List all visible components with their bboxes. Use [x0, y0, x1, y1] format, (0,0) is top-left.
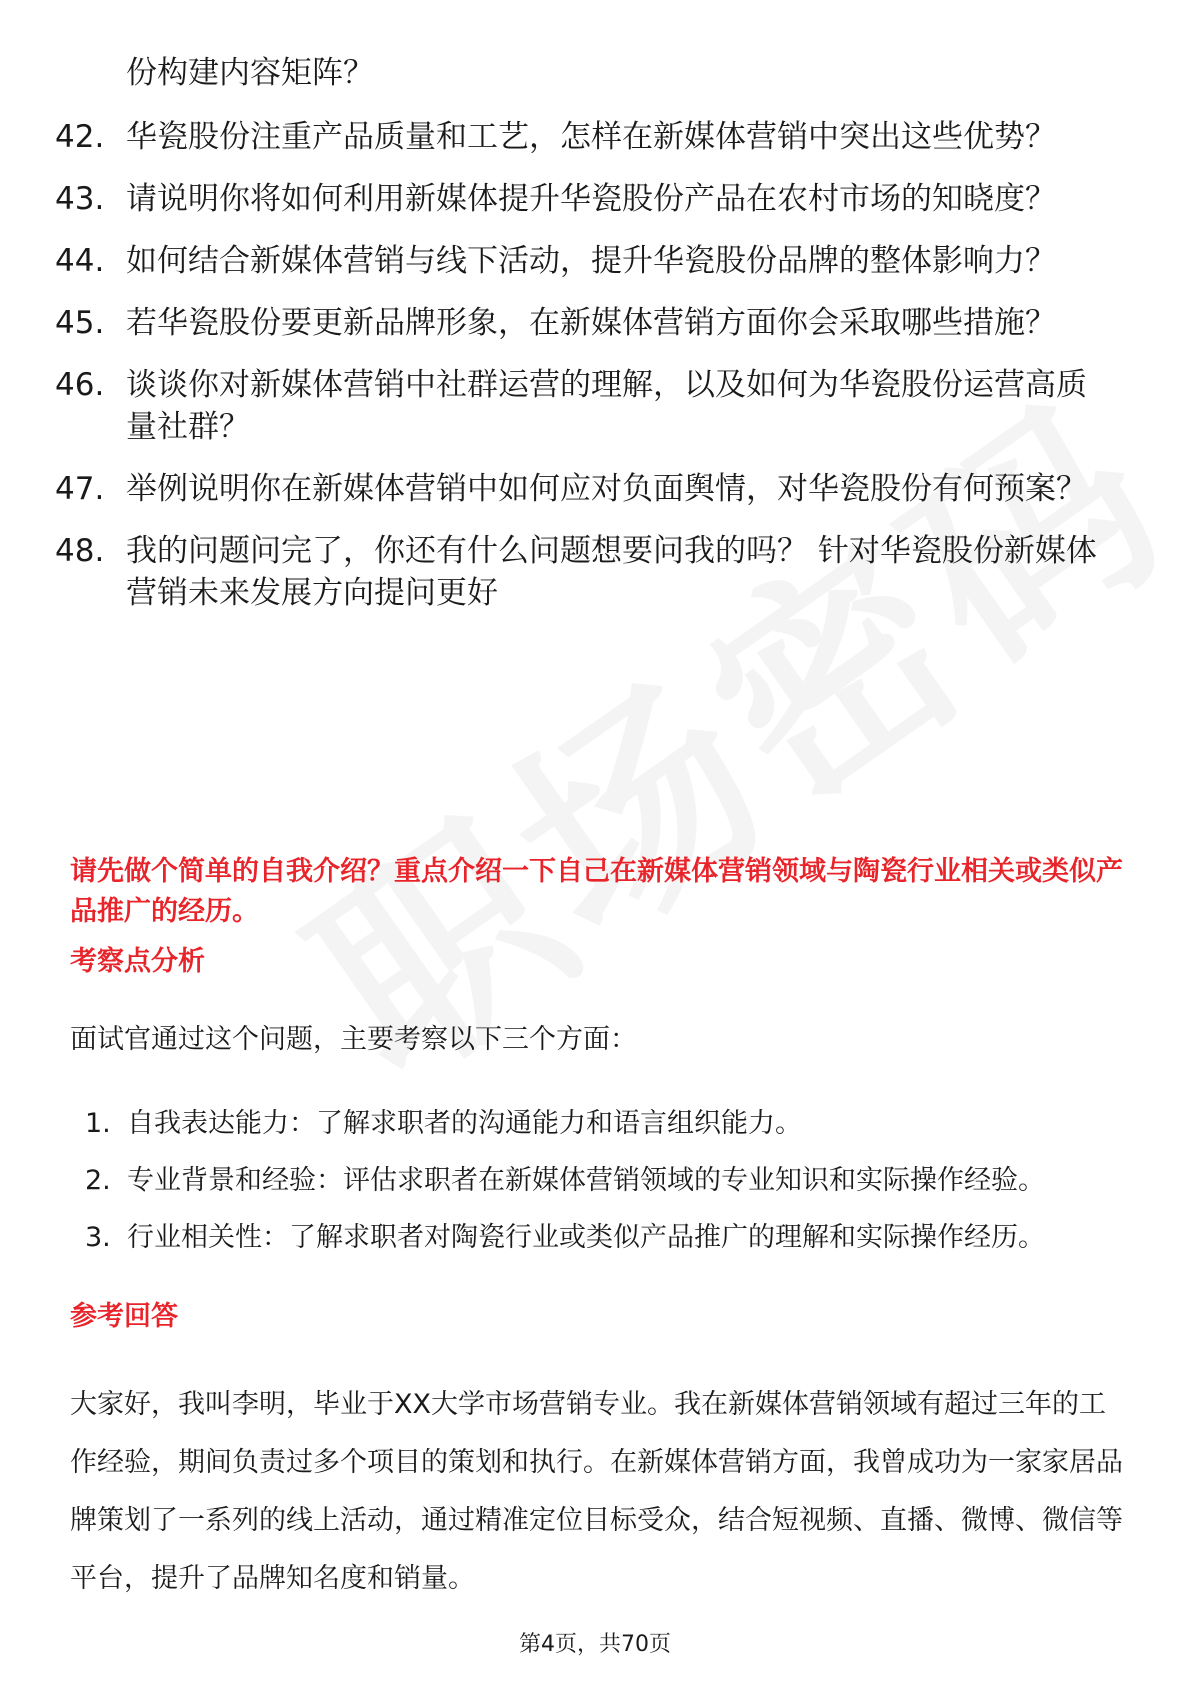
list-item: [55, 178, 1125, 220]
list-item: [55, 364, 1125, 448]
point-text: 自我表达能力：了解求职者的沟通能力和语言组织能力。: [127, 1108, 802, 1139]
point-number: 3.: [85, 1222, 111, 1253]
list-item: [85, 1106, 1145, 1142]
question-text: 我的问题问完了，你还有什么问题想要问我的吗？ 针对华瓷股份新媒体营销未来发展方向提问更好: [126, 533, 1097, 611]
question-number: 43.: [55, 181, 105, 217]
question-text: 请说明你将如何利用新媒体提升华瓷股份产品在农村市场的知晓度？: [126, 181, 1056, 217]
analysis-points: [85, 1106, 1145, 1277]
answer-text: 大家好，我叫李明，毕业于XX大学市场营销专业。我在新媒体营销领域有超过三年的工作经验，期间负责过多个项目的策划和执行。在新媒体营销方面，我曾成功为一家家居品牌策划了一系列的线上活动，通过精准定位目标受众，结合短视频、直播、微博、微信等平台，提升了品牌知名度和销量。: [70, 1389, 1123, 1594]
question-number: 46.: [55, 367, 105, 403]
answer-heading: 参考回答: [70, 1301, 178, 1332]
question-list: [55, 52, 1125, 634]
question-text: 如何结合新媒体营销与线下活动，提升华瓷股份品牌的整体影响力？: [126, 243, 1056, 279]
page-footer: 第4页，共70页: [519, 1632, 671, 1657]
question-number: 48.: [55, 533, 105, 569]
list-item: [85, 1220, 1145, 1256]
continuation-line: 份构建内容矩阵？: [126, 55, 374, 91]
list-item: [55, 240, 1125, 282]
analysis-intro: 面试官通过这个问题，主要考察以下三个方面：: [70, 1024, 637, 1055]
question-text: 若华瓷股份要更新品牌形象，在新媒体营销方面你会采取哪些措施？: [126, 305, 1056, 341]
point-number: 1.: [85, 1108, 111, 1139]
list-item: [55, 116, 1125, 158]
focus-question: 请先做个简单的自我介绍？重点介绍一下自己在新媒体营销领域与陶瓷行业相关或类似产品推广的经历。: [70, 856, 1123, 927]
list-item: [85, 1163, 1145, 1199]
question-text: 华瓷股份注重产品质量和工艺，怎样在新媒体营销中突出这些优势？: [126, 119, 1056, 155]
question-number: 47.: [55, 471, 105, 507]
list-item: [55, 302, 1125, 344]
question-text: 举例说明你在新媒体营销中如何应对负面舆情，对华瓷股份有何预案？: [126, 471, 1087, 507]
list-item: [55, 468, 1125, 510]
question-number: 44.: [55, 243, 105, 279]
point-text: 行业相关性：了解求职者对陶瓷行业或类似产品推广的理解和实际操作经历。: [127, 1222, 1045, 1253]
list-item: [55, 530, 1125, 614]
question-number: 42.: [55, 119, 105, 155]
point-text: 专业背景和经验：评估求职者在新媒体营销领域的专业知识和实际操作经验。: [127, 1165, 1045, 1196]
analysis-heading: 考察点分析: [70, 946, 205, 977]
point-number: 2.: [85, 1165, 111, 1196]
question-number: 45.: [55, 305, 105, 341]
question-text: 谈谈你对新媒体营销中社群运营的理解，以及如何为华瓷股份运营高质量社群？: [126, 367, 1087, 445]
